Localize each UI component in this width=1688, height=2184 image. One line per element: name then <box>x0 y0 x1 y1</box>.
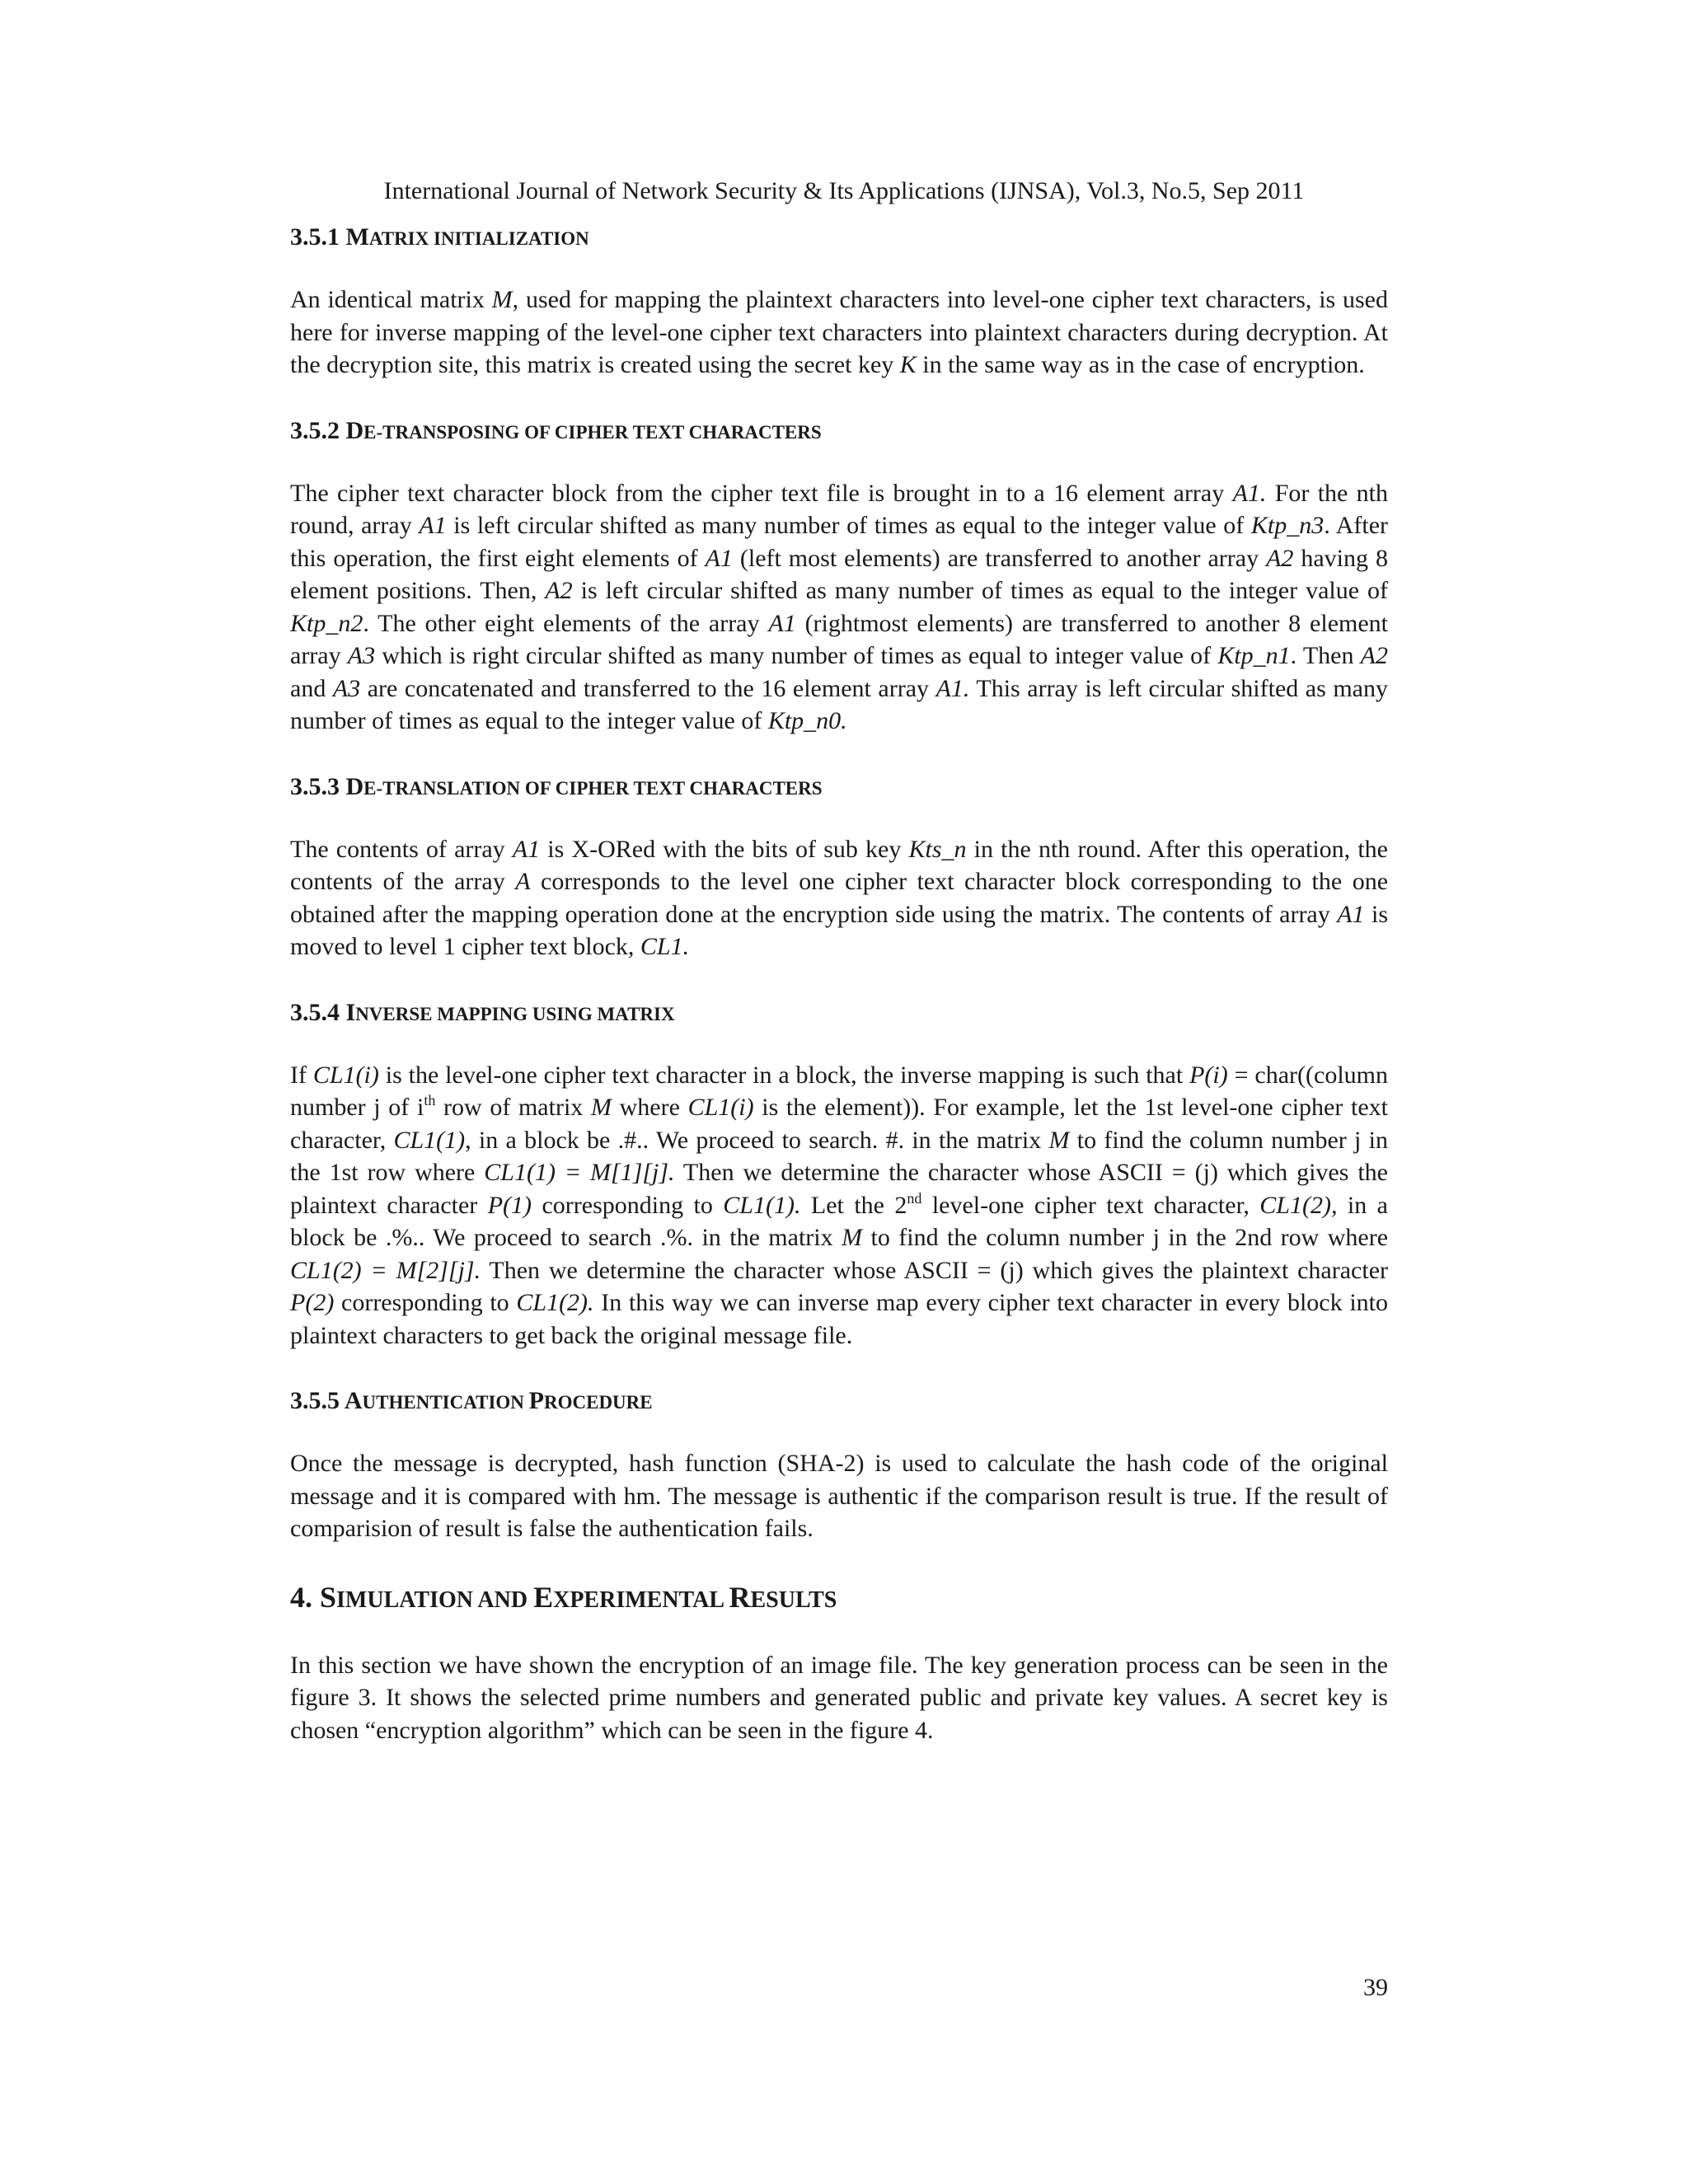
page-content <box>290 221 1388 1779</box>
page-number: 39 <box>1363 1974 1388 2001</box>
heading-section-4: 4. SIMULATION AND EXPERIMENTAL RESULTS <box>290 1580 837 1614</box>
paragraph-3-5-2: The cipher text character block from the cipher text file is brought in to a 16 element array A1. For the nth round, array A1 is left circular shifted as many number of times as equal to the integer value of Ktp_n3. After this operation, the first eight elements of A1 (left most elements) are transferred to another array A2 having 8 element positions. Then, A2 is left circular shifted as many number of times as equal to the integer value of Ktp_n2. The other eight elements of the array A1 (rightmost elements) are transferred to another 8 element array A3 which is right circular shifted as many number of times as equal to integer value of Ktp_n1. Then A2 and A3 are concatenated and transferred to the 16 element array A1. This array is left circular shifted as many number of times as equal to the integer value of Ktp_n0. <box>290 479 1389 734</box>
heading-3-5-2: 3.5.2 DE-TRANSPOSING OF CIPHER TEXT CHARACTERS <box>290 416 822 444</box>
heading-3-5-4: 3.5.4 INVERSE MAPPING USING MATRIX <box>290 998 675 1026</box>
heading-3-5-1: 3.5.1 MATRIX INITIALIZATION <box>290 223 589 251</box>
heading-3-5-3: 3.5.3 DE-TRANSLATION OF CIPHER TEXT CHARACTERS <box>290 772 823 800</box>
paragraph-3-5-1: An identical matrix M, used for mapping the plaintext characters into level-one cipher text characters, is used here for inverse mapping of the level-one cipher text characters into plaintext characters during decryption. At the decryption site, this matrix is created using the secret key K in the same way as in the case of encryption. <box>290 286 1388 378</box>
paragraph-3-5-5: Once the message is decrypted, hash function (SHA-2) is used to calculate the hash code of the original message and it is compared with hm. The message is authentic if the comparison result is true. If the result of comparision of result is false the authentication fails. <box>290 1450 1388 1542</box>
heading-3-5-5: 3.5.5 AUTHENTICATION PROCEDURE <box>290 1387 653 1414</box>
paragraph-section-4: In this section we have shown the encryption of an image file. The key generation process can be seen in the figure 3. It shows the selected prime numbers and generated public and private key values. A secret key is chosen “encryption algorithm” which can be seen in the figure 4. <box>290 1651 1388 1744</box>
paragraph-3-5-4: If CL1(i) is the level-one cipher text character in a block, the inverse mapping is such that P(i) = char((column number j of $i^{th}$ row of matrix M where CL1(i) is the element)). For example, let the 1st level-one cipher text character, CL1(1), in a block be .#.. We proceed to search. #. in the matrix M to find the column number j in the 1st row where CL1(1) = M[1][j]. Then we determine the character whose ASCII = (j) which gives the plaintext character P(1) corresponding to CL1(1). Let the 2nd level-one cipher text character, CL1(2), in a block be .%.. We proceed to search .%. in the matrix M to find the column number j in the 2nd row where CL1(2) = M[2][j]. Then we determine the character whose ASCII = (j) which gives the plaintext character P(2) corresponding to CL1(2). In this way we can inverse map every cipher text character in every block into plaintext characters to get back the original message file. <box>290 1061 1389 1349</box>
running-head: International Journal of Network Security & Its Applications (IJNSA), Vol.3, No.5, Sep 2011 <box>383 177 1305 204</box>
paragraph-3-5-3: The contents of array A1 is X-ORed with the bits of sub key Kts_n in the nth round. After this operation, the contents of the array A corresponds to the level one cipher text character block corresponding to the one obtained after the mapping operation done at the encryption side using the matrix. The contents of array A1 is moved to level 1 cipher text block, CL1. <box>290 835 1389 960</box>
